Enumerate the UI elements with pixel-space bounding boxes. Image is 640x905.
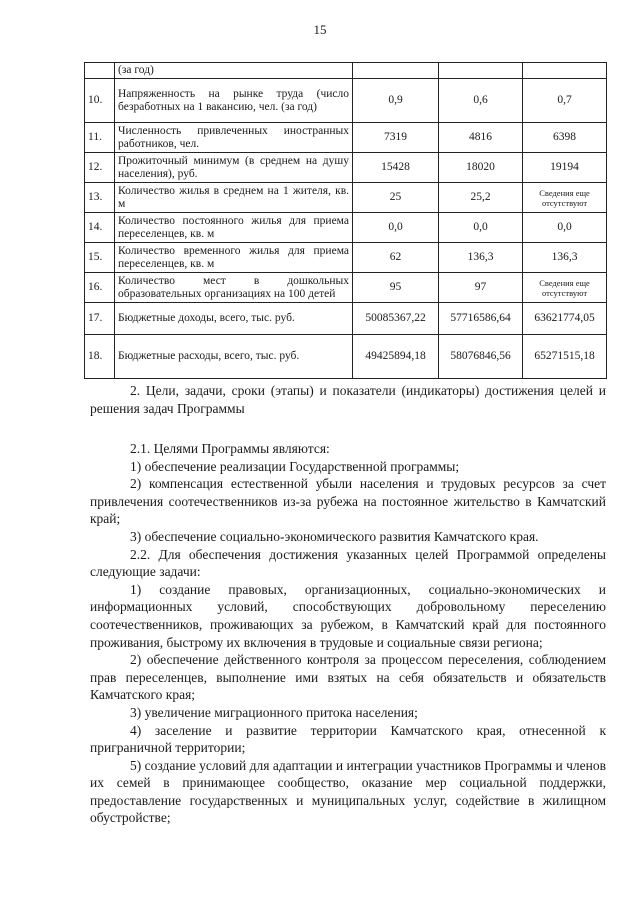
table-row xyxy=(85,303,607,335)
row-number: 11. xyxy=(85,123,115,153)
row-number: 15. xyxy=(85,243,115,273)
value-col-1: 95 xyxy=(353,273,439,303)
row-number: 13. xyxy=(85,183,115,213)
indicator-name: Количество мест в дошкольных образовательных организациях на 100 детей xyxy=(115,273,353,303)
page-number: 15 xyxy=(313,22,327,37)
value-col-3: 19194 xyxy=(523,153,607,183)
section-heading: 2. Цели, задачи, сроки (этапы) и показатели (индикаторы) достижения целей и решения задач Программы xyxy=(90,383,606,416)
indicator-name: Бюджетные расходы, всего, тыс. руб. xyxy=(115,335,353,379)
table-row xyxy=(85,123,607,153)
value-col-3 xyxy=(523,63,607,79)
value-col-1: 15428 xyxy=(353,153,439,183)
table-row xyxy=(85,335,607,379)
value-col-1: 7319 xyxy=(353,123,439,153)
row-number: 14. xyxy=(85,213,115,243)
paragraph: 2) компенсация естественной убыли населения и трудовых ресурсов за счет привлечения соотечественников из-за рубежа на постоянное жительство в Камчатский край; xyxy=(90,476,606,527)
row-number: 12. xyxy=(85,153,115,183)
paragraph: 3) увеличение миграционного притока населения; xyxy=(130,704,418,720)
value-col-2: 25,2 xyxy=(439,183,523,213)
paragraph: 2.2. Для обеспечения достижения указанных целей Программой определены следующие задачи: xyxy=(90,546,606,580)
indicator-name: Напряженность на рынке труда (число безработных на 1 вакансию, чел. (за год) xyxy=(115,79,353,123)
value-col-3: 6398 xyxy=(523,123,607,153)
value-col-1: 25 xyxy=(353,183,439,213)
value-col-2: 58076846,56 xyxy=(439,335,523,379)
row-number xyxy=(85,63,115,79)
value-col-3: Сведения еще отсутствуют xyxy=(523,183,607,213)
paragraph: 1) обеспечение реализации Государственной программы; xyxy=(130,458,460,474)
row-number: 18. xyxy=(85,335,115,379)
indicator-name: Прожиточный минимум (в среднем на душу населения), руб. xyxy=(115,153,353,183)
table-row xyxy=(85,63,607,79)
paragraph: 1) создание правовых, организационных, социально-экономических и информационных условий, способствующих добровольному переселению соотечественников, проживающих за рубежом, в Камчатский край для постоянного проживания, быстрому их включения в трудовые и социальные связи региона; xyxy=(90,581,606,650)
row-number: 17. xyxy=(85,303,115,335)
indicator-name: Количество постоянного жилья для приема переселенцев, кв. м xyxy=(115,213,353,243)
value-col-2: 0,6 xyxy=(439,79,523,123)
value-col-2: 97 xyxy=(439,273,523,303)
table-row xyxy=(85,79,607,123)
value-col-3: 0,7 xyxy=(523,79,607,123)
value-col-1: 0,9 xyxy=(353,79,439,123)
indicator-name: Количество жилья в среднем на 1 жителя, кв. м xyxy=(115,183,353,213)
table-row xyxy=(85,273,607,303)
value-col-3: 0,0 xyxy=(523,213,607,243)
value-col-1: 50085367,22 xyxy=(353,303,439,335)
indicator-name: Численность привлеченных иностранных работников, чел. xyxy=(115,123,353,153)
value-col-2: 136,3 xyxy=(439,243,523,273)
value-col-3: 63621774,05 xyxy=(523,303,607,335)
table-row xyxy=(85,213,607,243)
value-col-3: Сведения еще отсутствуют xyxy=(523,273,607,303)
table-row xyxy=(85,243,607,273)
indicators-table xyxy=(84,62,607,379)
value-col-1: 62 xyxy=(353,243,439,273)
table-row xyxy=(85,153,607,183)
value-col-3: 65271515,18 xyxy=(523,335,607,379)
indicator-name: (за год) xyxy=(115,63,353,79)
paragraph: 5) создание условий для адаптации и интеграции участников Программы и членов их семей в принимающее сообщество, оказание мер социальной поддержки, предоставление государственных и муниципальных услуг, содействие в жилищном обустройстве; xyxy=(90,757,606,826)
paragraph: 3) обеспечение социально-экономического развития Камчатского края. xyxy=(130,528,539,544)
body-text xyxy=(90,440,606,827)
indicator-name: Бюджетные доходы, всего, тыс. руб. xyxy=(115,303,353,335)
row-number: 16. xyxy=(85,273,115,303)
paragraph: 2) обеспечение действенного контроля за процессом переселения, соблюдением прав переселенцев, выполнение ими взятых на себя обязательств и обязательств Камчатского края; xyxy=(90,652,606,703)
row-number: 10. xyxy=(85,79,115,123)
value-col-2 xyxy=(439,63,523,79)
value-col-2: 57716586,64 xyxy=(439,303,523,335)
paragraph: 2.1. Целями Программы являются: xyxy=(130,441,330,456)
value-col-2: 18020 xyxy=(439,153,523,183)
indicator-name: Количество временного жилья для приема переселенцев, кв. м xyxy=(115,243,353,273)
value-col-1: 49425894,18 xyxy=(353,335,439,379)
table-row xyxy=(85,183,607,213)
value-col-2: 4816 xyxy=(439,123,523,153)
value-col-2: 0,0 xyxy=(439,213,523,243)
value-col-3: 136,3 xyxy=(523,243,607,273)
value-col-1 xyxy=(353,63,439,79)
value-col-1: 0,0 xyxy=(353,213,439,243)
paragraph: 4) заселение и развитие территории Камчатского края, отнесенной к приграничной территории; xyxy=(90,722,606,756)
